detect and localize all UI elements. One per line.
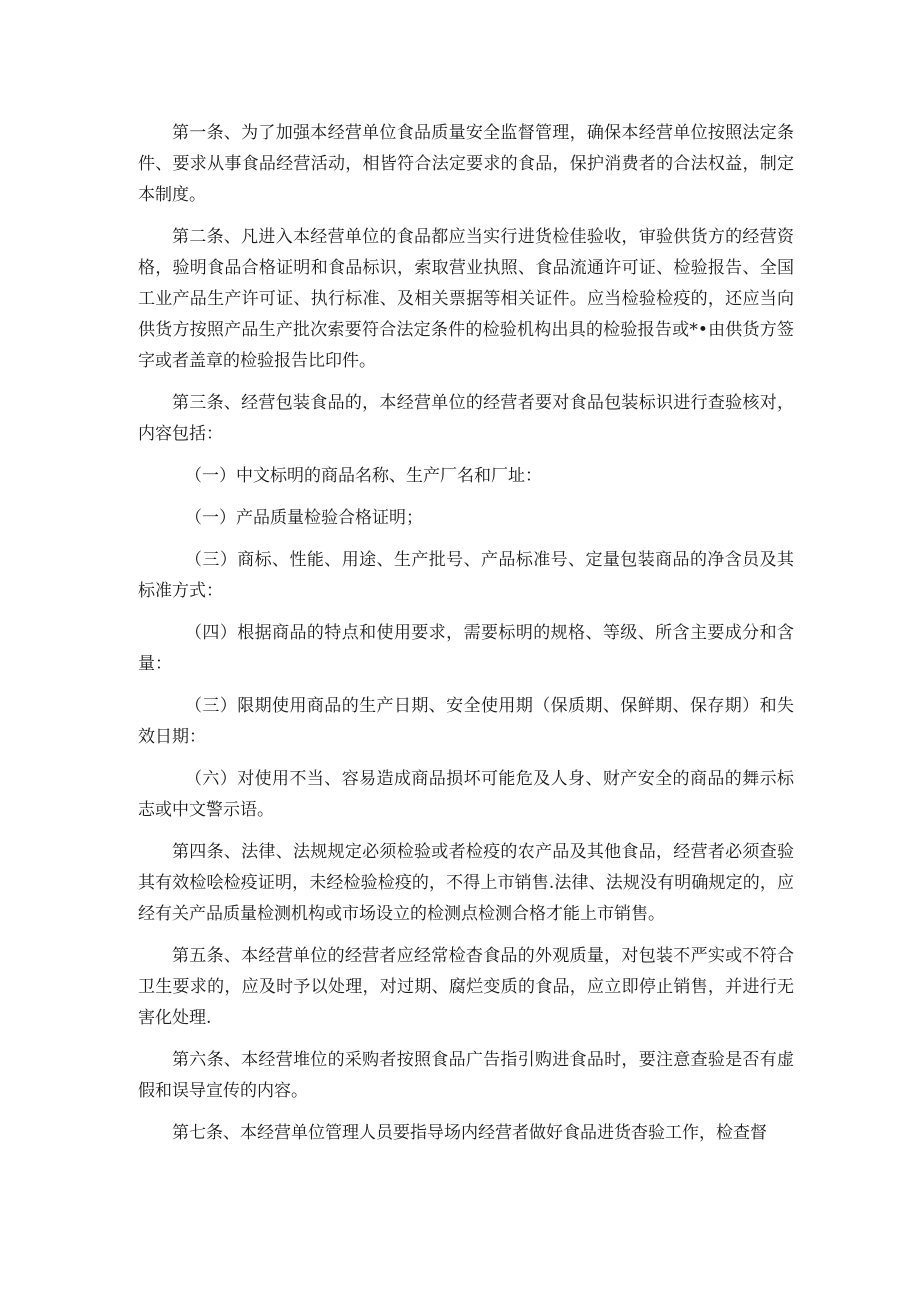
article-3-item-2: （一）产品质量检验合格证明； (185, 508, 423, 528)
article-3-item-5: （三）限期使用商品的生产日期、安全使用期（保质期、保鲜期、保存期）和失效日期： (138, 696, 794, 747)
article-3-item-4: （四）根据商品的特点和使用要求，需要标明的规格、等级、所含主要成分和含量： (138, 623, 794, 674)
article-3-item-1: （一）中文标明的商品名称、生产厂名和厂址： (185, 466, 542, 486)
article-3-item-3: （三）商标、性能、用途、生产批号、产品标准号、定量包装商品的净含员及其标准方式： (138, 550, 794, 601)
article-7: 第七条、本经营单位管理人员要指导场内经营者做好食品进货杳验工作，检查督 (172, 1123, 767, 1143)
article-5: 第五条、本经营单位的经营者应经常检杳食品的外观质量，对包装不严实或不符合卫生要求的，应及时予以处理，对过期、腐烂变质的食品，应立即停止销售，并进行无害化处理. (138, 946, 794, 1028)
article-3: 第三条、经营包装食品的，本经营单位的经营者要对食品包装标识进行查验核对，内容包括： (138, 393, 794, 444)
article-1: 第一条、为了加强本经营单位食品质量安全监督管理，确保本经营单位按照法定条件、要求从事食品经营活动，相皆符合法定要求的食品，保护消费者的合法权益，制定本制度。 (138, 123, 794, 205)
article-2: 第二条、凡进入本经营单位的食品都应当实行进货检佳验收，审验供货方的经营资格，验明食品合格证明和食品标识，索取营业执照、食品流通许可证、检验报告、全国工业产品生产许可证、执行标准、及相关票据等相关证件。应当检验检疫的，还应当向供货方按照产品生产批次索要符合法定条件的检验机构出具的检验报告或*•由供货方签字或者盖章的检验报告比印件。 (138, 227, 794, 371)
document-page (138, 118, 794, 1160)
article-3-item-6: （六）对使用不当、容易造成商品损坏可能危及人身、财产安全的商品的舞示标志或中文警示语。 (138, 769, 794, 820)
article-6: 第六条、本经营堆位的采购者按照食品广告指引购进食品时，要注意查验是否有虚假和误导宣传的内容。 (138, 1050, 794, 1101)
article-4: 第四条、法律、法规规定必须检验或者检疫的农产品及其他食品，经营者必须查验其有效检哙检疫证明，未经检验检疫的，不得上市销售.法律、法规没有明确规定的，应经有关产品质量检测机构或市场设立的检测点检测合格才能上市销售。 (138, 842, 794, 924)
